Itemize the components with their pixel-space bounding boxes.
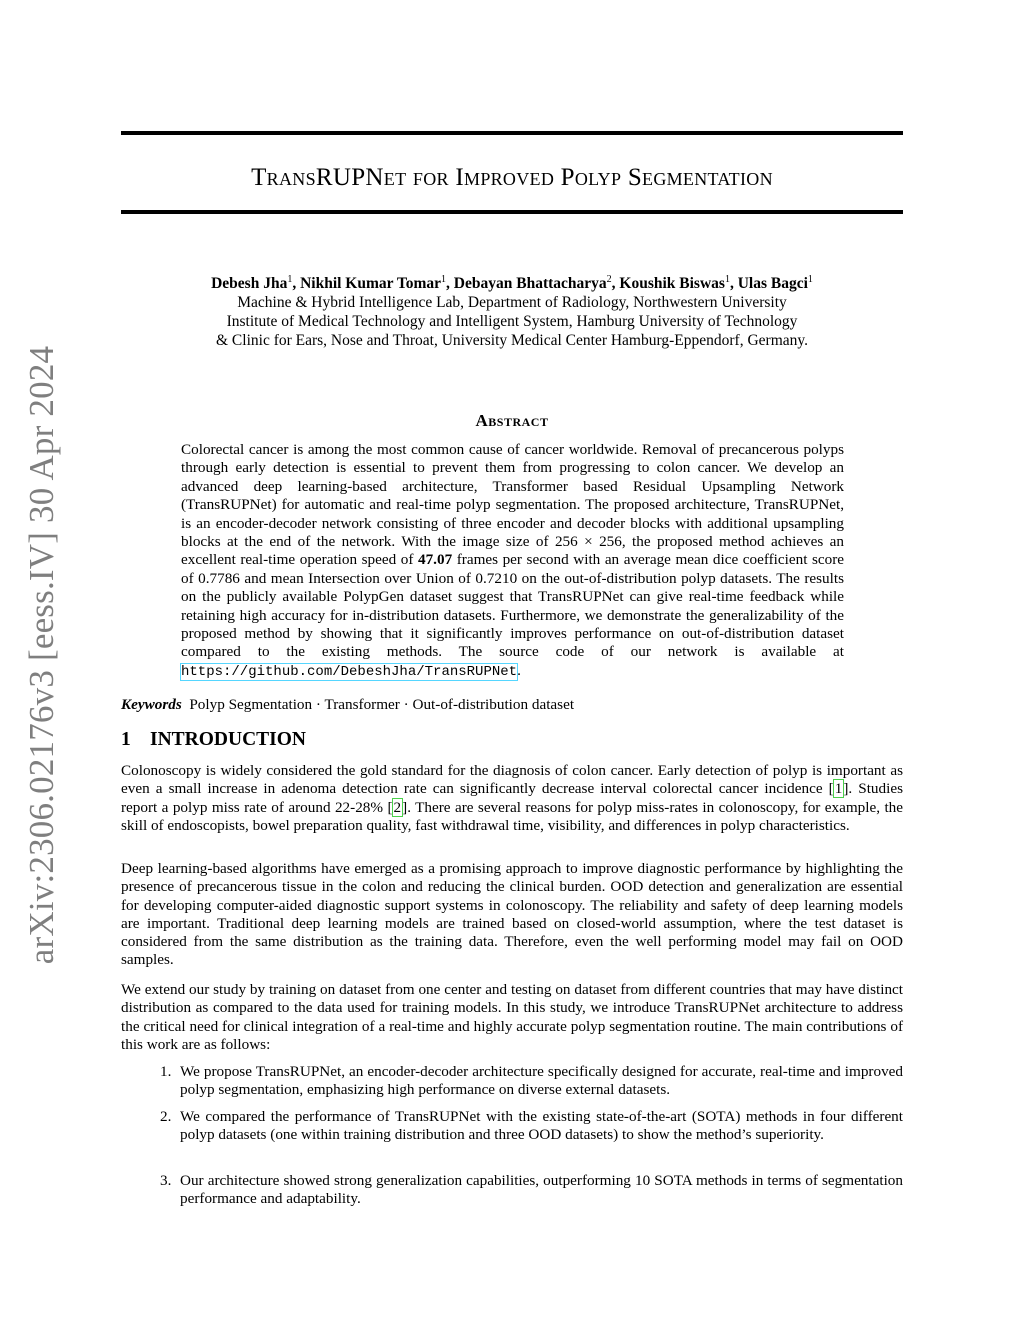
abstract-text: frames per second with an average mean dice coefficient score of 0.7786 and mean Intersection over Union of 0.7210 on the out-of-distribution polyp datasets. The results on the publicly available PolypGen dataset suggest that TransRUPNet can give real-time feedback while retaining high accuracy for in-distribution datasets. Furthermore, we demonstrate the generalizability of the proposed method by showing that it significantly improves performance on out-of-distribution dataset compared to the existing methods. The source code of our network is available at [181, 551, 845, 661]
list-text: Our architecture showed strong generalization capabilities, outperforming 10 SOTA methods in terms of segmentation performance and adaptability. [180, 1172, 903, 1208]
paragraph-text: . There are several reasons for polyp miss-rates in colonoscopy, for example, the skill of endoscopists, bowel preparation quality, fast withdrawal time, visibility, and differences in polyp characteristics. [121, 798, 903, 834]
arxiv-identifier: arXiv:2306.02176v3 [eess.IV] 30 Apr 2024 [22, 345, 61, 965]
author-block [0, 270, 1024, 350]
list-number: 3. [160, 1172, 172, 1189]
title-bottom-rule [121, 210, 903, 214]
section-heading-introduction [121, 729, 306, 751]
author-name: Debayan Bhattacharya [453, 275, 607, 293]
intro-paragraph-1: Colonoscopy is widely considered the gold standard for the diagnosis of colon cancer. Early detection of polyp is important as even a small increase in adenoma detection rate can significantly decrease interval colorectal cancer incidence [1]. Studies report a polyp miss rate of around 22-28% [2]. There are several reasons for polyp miss-rates in colonoscopy, for example, the skill of endoscopists, bowel preparation quality, fast withdrawal time, visibility, and differences in polyp characteristics. [121, 762, 903, 834]
author-affiliation-mark: 1 [807, 274, 813, 285]
section-number: 1 [121, 729, 131, 750]
list-number: 2. [160, 1108, 172, 1125]
author-affiliation-mark: 1 [441, 274, 447, 285]
author-name: Koushik Biswas [619, 275, 725, 293]
author-list: Debesh Jha$^1$, Nikhil Kumar Tomar$^1$, Debayan Bhattacharya$^2$, Koushik Biswas$^1$, Ulas Bagci$^1$ [211, 274, 813, 293]
abstract-body [181, 441, 844, 681]
intro-paragraph-2: Deep learning-based algorithms have emerged as a promising approach to improve diagnostic performance by highlighting the presence of precancerous tissue in the colon and reducing the clinical burden. OOD detection and generalization are essential for developing computer-aided diagnostic support systems in colonoscopy. The reliability and safety of deep learning models are important. Traditional deep learning models are trained based on closed-world assumption, where the test dataset is considered from the same distribution as the training data. Therefore, even the well performing model may fail on OOD samples. [121, 860, 903, 969]
author-name: Debesh Jha [211, 275, 288, 293]
keywords-line [121, 695, 574, 714]
keywords-text: Polyp Segmentation · Transformer · Out-of-distribution dataset [189, 696, 575, 713]
affiliation-line: Machine & Hybrid Intelligence Lab, Department of Radiology, Northwestern University [237, 294, 787, 312]
affiliation-line: Institute of Medical Technology and Intelligent System, Hamburg University of Technology [226, 313, 798, 331]
list-number: 1. [160, 1063, 172, 1080]
list-text: We propose TransRUPNet, an encoder-decoder architecture specifically designed for accurate, real-time and improved polyp segmentation, emphasizing high performance on diverse external datasets. [180, 1063, 903, 1099]
paper-title: TransRUPNet for Improved Polyp Segmentation [251, 164, 773, 191]
citation-link[interactable]: 1 [834, 780, 843, 798]
abstract-period: . [517, 661, 521, 679]
author-name: Nikhil Kumar Tomar [300, 275, 442, 293]
source-code-link[interactable]: https://github.com/DebeshJha/TransRUPNet [181, 663, 518, 680]
keywords-label: Keywords [121, 696, 182, 713]
abstract-heading: Abstract [475, 411, 549, 430]
author-affiliation-mark: 1 [724, 274, 730, 285]
title-top-rule [121, 131, 903, 135]
paragraph-text: . Studies report a polyp miss rate of around 22-28% [121, 780, 903, 816]
list-text: We compared the performance of TransRUPNet with the existing state-of-the-art (SOTA) methods in four different polyp datasets (one within training distribution and three OOD datasets) to show the method’s superiority. [180, 1108, 903, 1144]
citation-link[interactable]: 2 [393, 798, 402, 816]
author-affiliation-mark: 2 [606, 274, 612, 285]
affiliation-line: & Clinic for Ears, Nose and Throat, University Medical Center Hamburg-Eppendorf, Germany. [216, 332, 808, 350]
paragraph-text: Colonoscopy is widely considered the gold standard for the diagnosis of colon cancer. Early detection of polyp is important as even a small increase in adenoma detection rate can significantly decrease interval colorectal cancer incidence [121, 762, 903, 798]
intro-paragraph-3: We extend our study by training on dataset from one center and testing on dataset from different countries that may have distinct distribution as compared to the data used for training models. In this study, we introduce TransRUPNet architecture to address the critical need for clinical integration of a real-time and highly accurate polyp segmentation routine. The main contributions of this work are as follows: [121, 981, 903, 1053]
author-affiliation-mark: 1 [287, 274, 293, 285]
section-title: INTRODUCTION [150, 729, 307, 750]
abstract-text: Colorectal cancer is among the most common cause of cancer worldwide. Removal of precancerous polyps through early detection is essential to prevent them from progressing to colon cancer. We develop an advanced deep learning-based architecture, Transformer based Residual Upsampling Network (TransRUPNet) for automatic and real-time polyp segmentation. The proposed architecture, TransRUPNet, is an encoder-decoder network consisting of three encoder and decoder blocks with additional upsampling blocks at the end of the network. With the image size of 256 × 256, the proposed method achieves an excellent real-time operation speed of [181, 441, 844, 569]
author-name: Ulas Bagci [737, 275, 808, 293]
fps-value: 47.07 [417, 551, 453, 569]
